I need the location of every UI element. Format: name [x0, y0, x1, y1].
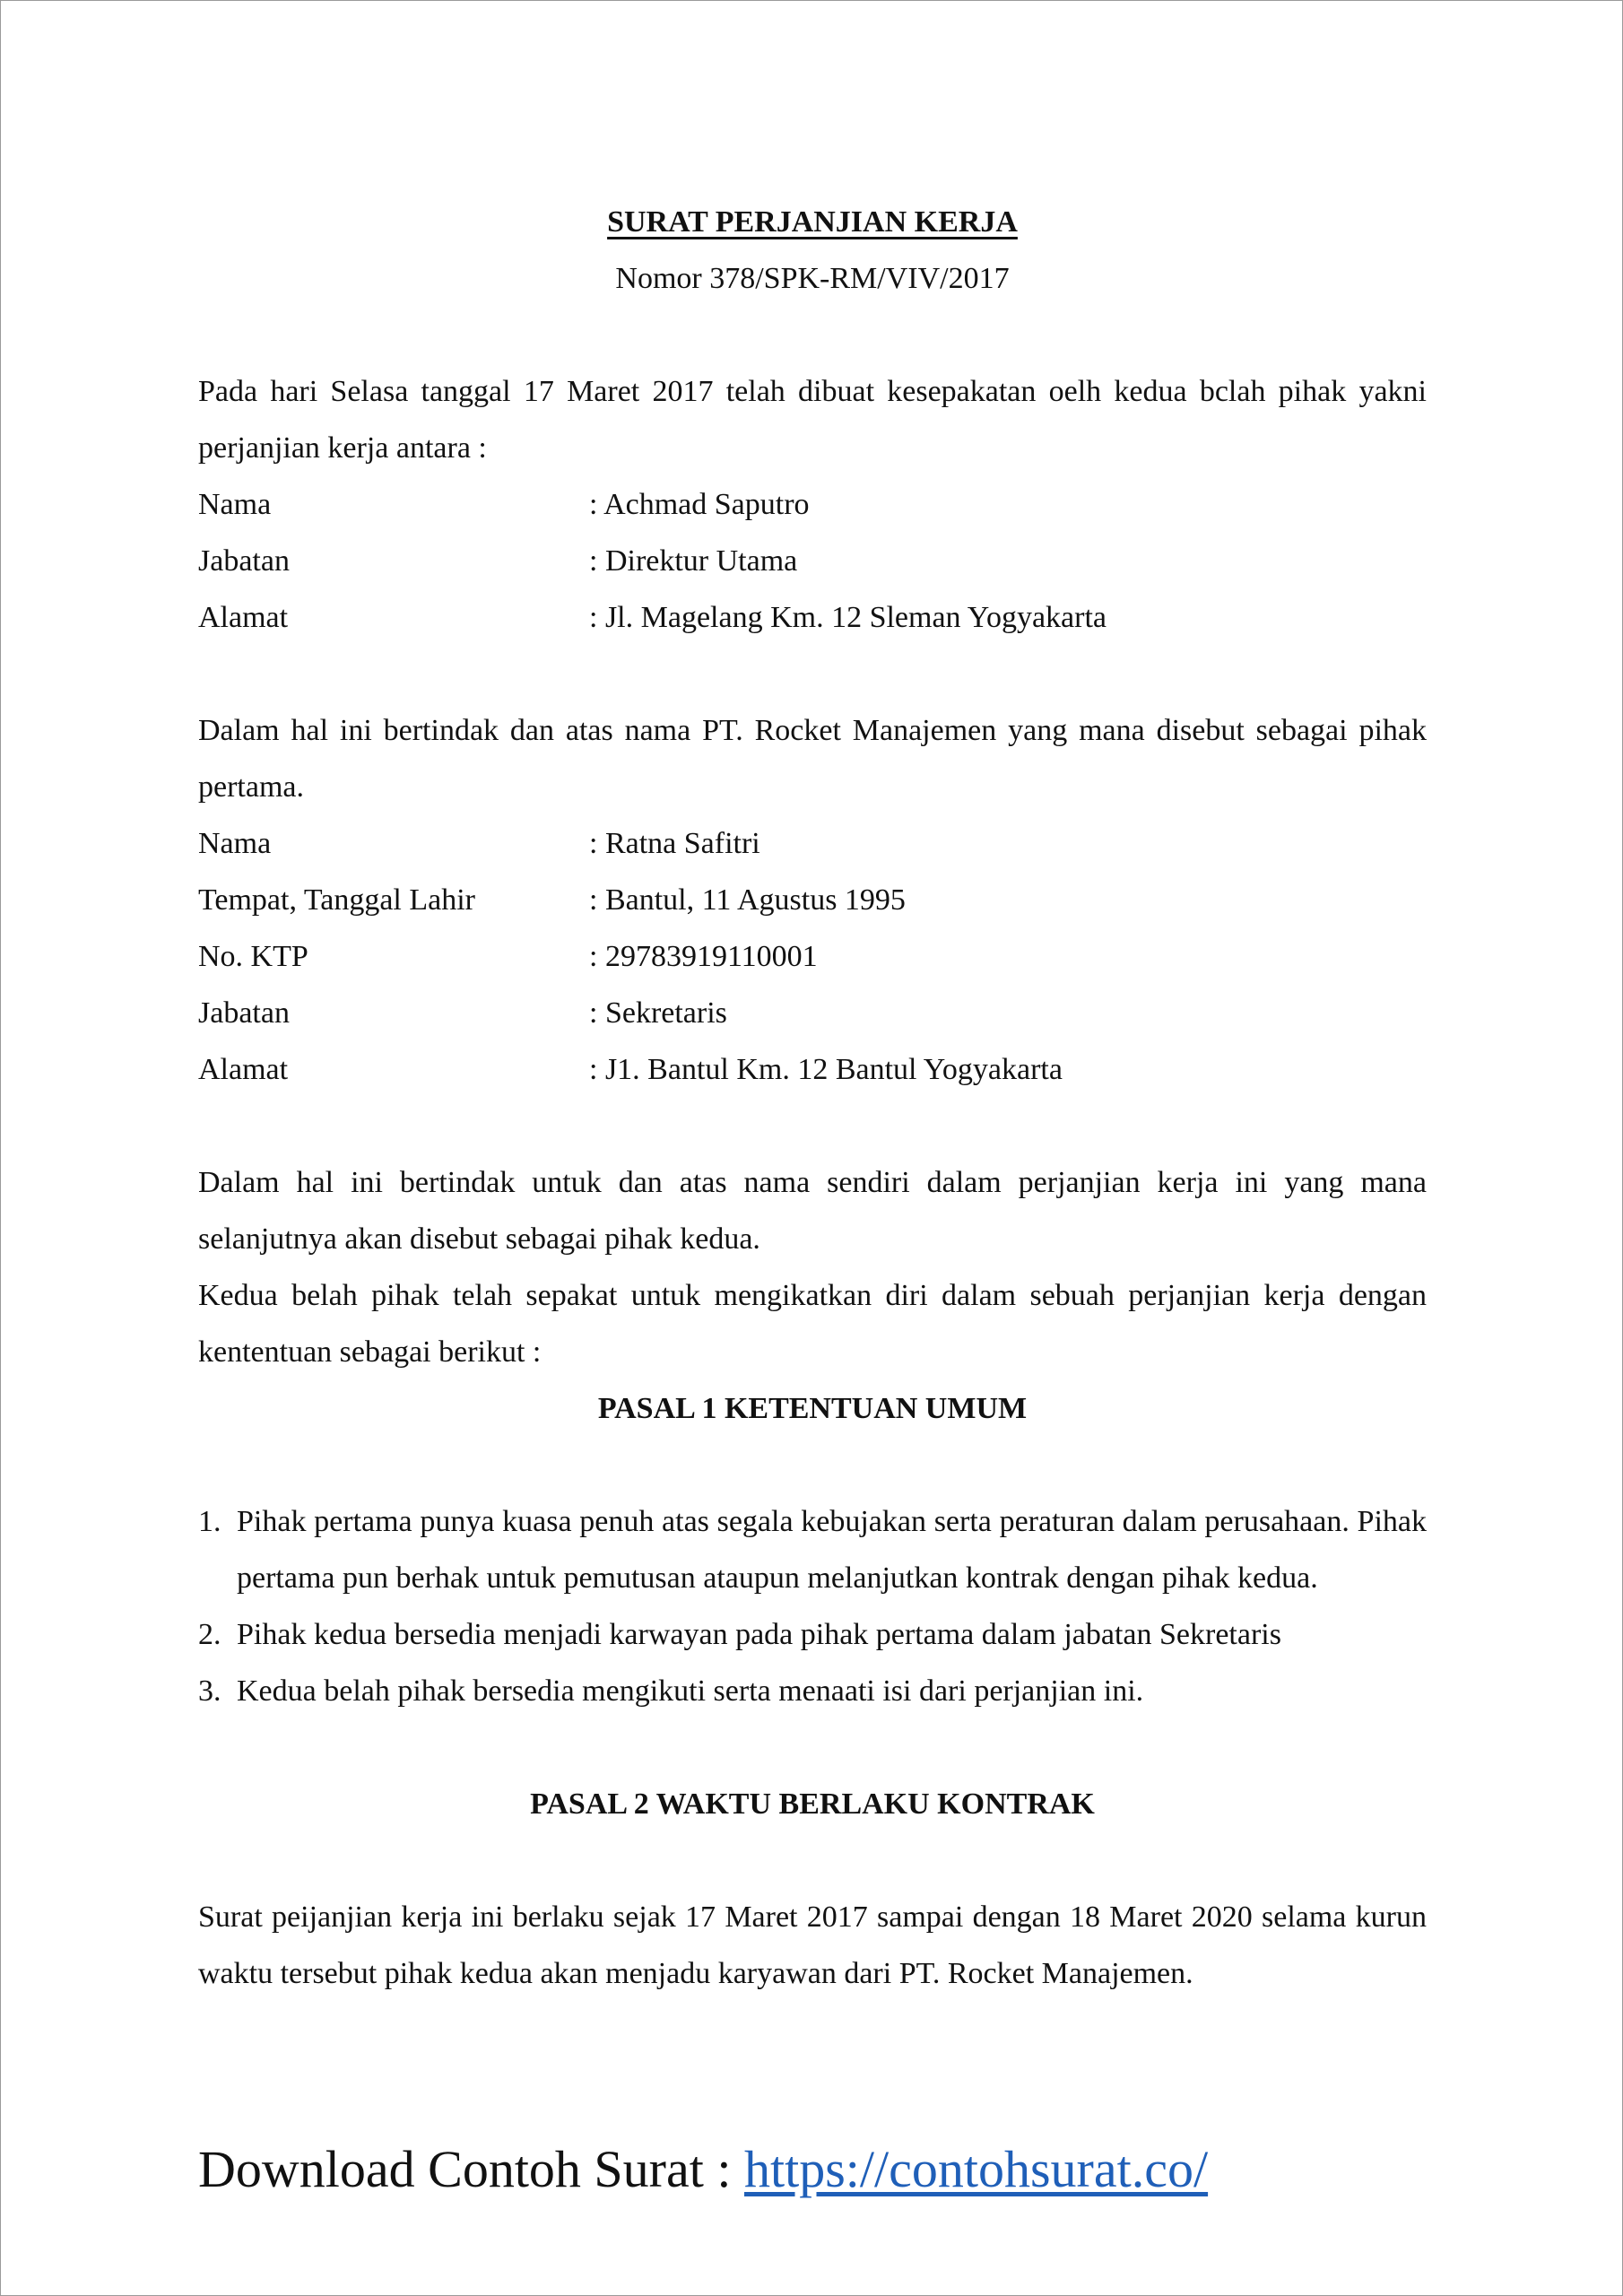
list-item	[198, 1493, 1427, 1606]
field-label: Alamat	[198, 1053, 289, 1086]
pasal2-paragraph: Surat peijanjian kerja ini berlaku sejak 17 Maret 2017 sampai dengan 18 Maret 2020 selama kurun waktu tersebut pihak kedua akan menjadu karyawan dari PT. Rocket Manajemen.	[198, 1900, 1427, 1990]
agreement-statement: Kedua belah pihak telah sepakat untuk mengikatkan diri dalam sebuah perjanjian kerja dengan kententuan sebagai berikut :	[198, 1279, 1427, 1369]
field-label: Jabatan	[198, 996, 290, 1030]
document-number: Nomor 378/SPK-RM/VIV/2017	[615, 262, 1010, 295]
pasal2-heading: PASAL 2 WAKTU BERLAKU KONTRAK	[530, 1787, 1095, 1821]
party2-row	[198, 928, 1427, 985]
field-value: : Achmad Saputro	[589, 488, 810, 521]
field-value: : Ratna Safitri	[589, 827, 760, 860]
field-label: Jabatan	[198, 544, 290, 578]
download-label: Download Contoh Surat :	[198, 2140, 744, 2198]
field-value: : J1. Bantul Km. 12 Bantul Yogyakarta	[589, 1053, 1063, 1086]
list-item	[198, 1606, 1427, 1663]
party2-row	[198, 872, 1427, 928]
field-value: : Bantul, 11 Agustus 1995	[589, 883, 906, 917]
pasal1-list	[198, 1493, 1427, 1719]
party2-row	[198, 985, 1427, 1041]
list-item-text: Kedua belah pihak bersedia mengikuti serta menaati isi dari perjanjian ini.	[237, 1674, 1144, 1708]
party1-row	[198, 533, 1427, 589]
party1-details	[198, 476, 1427, 646]
field-label: Nama	[198, 488, 272, 521]
party1-row	[198, 476, 1427, 533]
intro-paragraph: Pada hari Selasa tanggal 17 Maret 2017 telah dibuat kesepakatan oelh kedua bclah pihak yakni perjanjian kerja antara :	[198, 375, 1427, 465]
party1-statement: Dalam hal ini bertindak dan atas nama PT. Rocket Manajemen yang mana disebut sebagai pihak pertama.	[198, 714, 1427, 804]
download-link[interactable]: https://contohsurat.co/	[743, 2140, 1209, 2198]
list-item	[198, 1663, 1427, 1719]
list-item-text: Pihak pertama punya kuasa penuh atas segala kebujakan serta peraturan dalam perusahaan. Pihak pertama pun berhak untuk pemutusan ataupun melanjutkan kontrak dengan pihak kedua.	[237, 1505, 1427, 1595]
field-label: No. KTP	[198, 940, 308, 973]
document-body	[198, 194, 1427, 2002]
party2-details	[198, 815, 1427, 1098]
field-value: : 29783919110001	[589, 940, 818, 973]
party2-row	[198, 815, 1427, 872]
list-item-text: Pihak kedua bersedia menjadi karwayan pada pihak pertama dalam jabatan Sekretaris	[237, 1618, 1281, 1651]
party2-row	[198, 1041, 1427, 1098]
field-value: : Sekretaris	[589, 996, 727, 1030]
field-value: : Jl. Magelang Km. 12 Sleman Yogyakarta	[589, 601, 1107, 634]
list-item-number: 2.	[198, 1618, 221, 1651]
document-title: SURAT PERJANJIAN KERJA	[607, 205, 1018, 239]
list-item-number: 3.	[198, 1674, 221, 1708]
party2-statement: Dalam hal ini bertindak untuk dan atas nama sendiri dalam perjanjian kerja ini yang mana selanjutnya akan disebut sebagai pihak kedua.	[198, 1166, 1427, 1256]
field-value: : Direktur Utama	[589, 544, 798, 578]
field-label: Tempat, Tanggal Lahir	[198, 883, 476, 917]
download-footer	[198, 2134, 1208, 2205]
pasal1-heading: PASAL 1 KETENTUAN UMUM	[597, 1392, 1028, 1425]
list-item-number: 1.	[198, 1505, 221, 1538]
party1-row	[198, 589, 1427, 646]
field-label: Nama	[198, 827, 272, 860]
field-label: Alamat	[198, 601, 289, 634]
